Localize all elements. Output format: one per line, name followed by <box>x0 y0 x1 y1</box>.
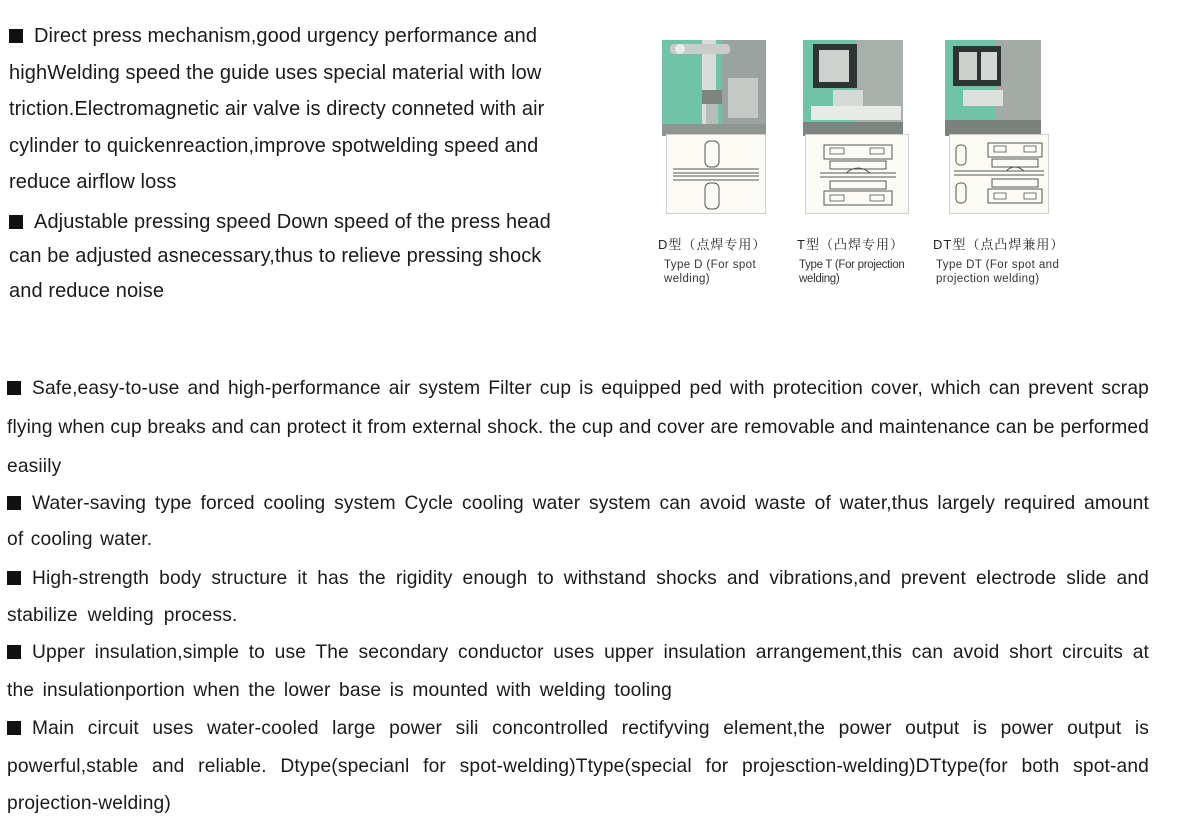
square-bullet-icon <box>9 215 23 229</box>
square-bullet-icon <box>7 496 21 510</box>
square-bullet-icon <box>7 381 21 395</box>
feature-adjustable-speed: Adjustable pressing speed Down speed of the press head can be adjusted asnecessary,thus to relieve pressing shock and reduce noise <box>9 210 551 302</box>
square-bullet-icon <box>7 721 21 735</box>
feature-main-circuit: Main circuit uses water-cooled large power sili concontrolled rectifyving element,the power output is power output is powerful,stable and reliable. Dtype(specianl for spot-welding)Ttype(special for projesction-welding)DTtype(for both spot-and projection-welding) <box>7 718 1149 814</box>
type-t-caption: Type T (For projection welding) <box>799 259 905 285</box>
type-d-machine-photo <box>662 40 766 136</box>
figure-type-d <box>658 40 772 290</box>
type-d-caption: Type D (For spot welding) <box>664 259 757 285</box>
type-t-machine-photo <box>803 40 903 136</box>
type-d-electrode-drawing <box>666 134 766 214</box>
feature-upper-insulation: Upper insulation,simple to use The secondary conductor uses upper insulation arrangement,this can avoid short circuits at the insulationportion when the lower base is mounted with welding tooling <box>7 642 1149 701</box>
intro-features <box>9 18 554 308</box>
feature-list <box>7 369 1149 823</box>
figure-type-t <box>797 40 923 290</box>
type-dt-caption: Type DT (For spot and projection welding) <box>936 259 1060 285</box>
square-bullet-icon <box>7 645 21 659</box>
square-bullet-icon <box>7 571 21 585</box>
type-dt-label: DT型（点凸焊兼用） <box>933 237 1065 252</box>
feature-direct-press: Direct press mechanism,good urgency performance and highWelding speed the guide uses special material with low triction.Electromagnetic air valve is directy conneted with air cylinder to quickenreaction,improve spotwelding speed and reduce airflow loss <box>9 25 545 193</box>
type-d-label: D型（点焊专用） <box>658 237 767 252</box>
type-dt-machine-photo <box>945 40 1041 136</box>
square-bullet-icon <box>9 29 23 43</box>
type-dt-electrode-drawing <box>949 134 1049 214</box>
type-t-electrode-drawing <box>805 134 909 214</box>
feature-cooling-system: Water-saving type forced cooling system Cycle cooling water system can avoid waste of water,thus largely required amount of cooling water. <box>7 493 1149 550</box>
feature-air-system: Safe,easy-to-use and high-performance air system Filter cup is equipped ped with protecition cover, which can prevent scrap flying when cup breaks and can protect it from external shock. the cup and cover are removable and maintenance can be performed easiily <box>7 378 1149 477</box>
feature-body-structure: High-strength body structure it has the rigidity enough to withstand shocks and vibrations,and prevent electrode slide and stabilize welding process. <box>7 568 1149 626</box>
figure-type-dt <box>933 40 1085 290</box>
type-t-label: T型（凸焊专用） <box>797 237 904 252</box>
